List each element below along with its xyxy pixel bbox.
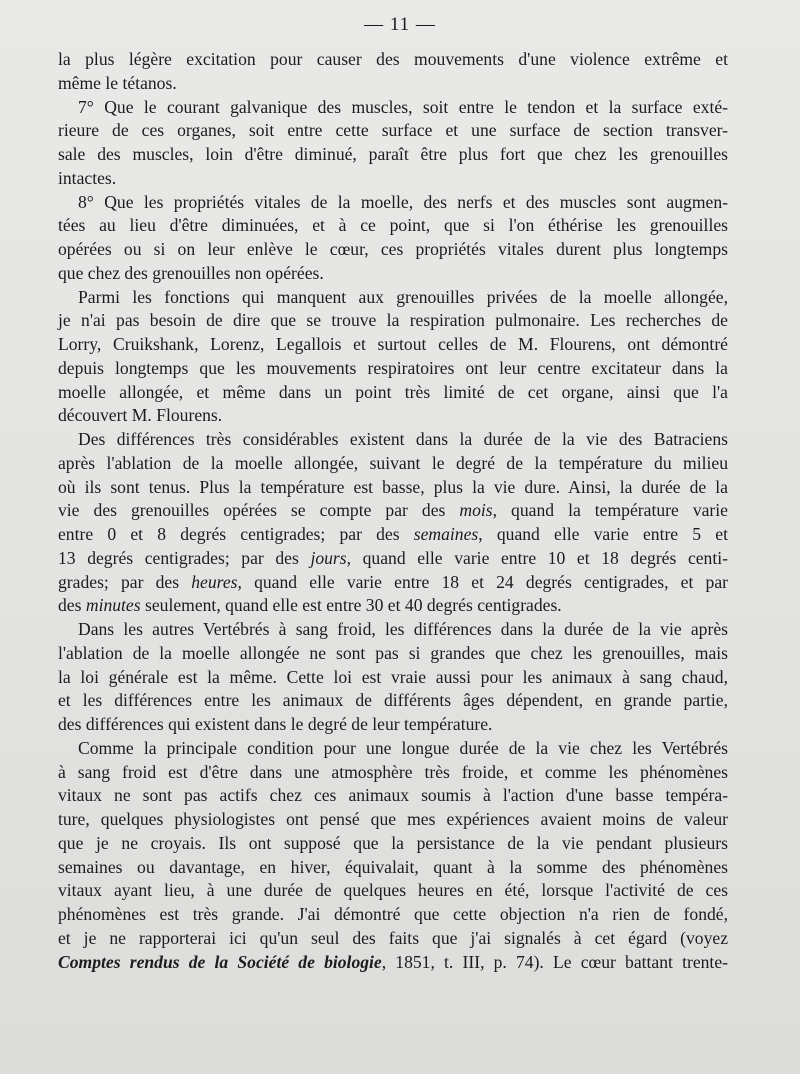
text-segment: 13 degrés centigrades; par des: [58, 547, 311, 568]
text-line: ture, quelques physiologistes ont pensé que mes expériences avaient moins de valeur: [58, 809, 728, 829]
text-line: l'ablation de la moelle allongée ne sont pas si grandes que chez les grenouilles, mais: [58, 642, 728, 663]
citation-title: Comptes rendus de la Société de biologie: [58, 951, 382, 972]
text-line: semaines ou davantage, en hiver, équivalait, quant à la somme des phénomènes: [58, 856, 728, 877]
text-line: opérées ou si on leur enlève le cœur, ces propriétés vitales durent plus longtemps: [58, 239, 728, 259]
text-line: [58, 547, 728, 571]
text-segment: , 1851, t. III, p. 74). Le cœur battant trente-: [381, 951, 728, 972]
text-line: des différences qui existent dans le degré de leur température.: [58, 714, 493, 734]
text-segment: , quand elle varie entre 18 et 24 degrés centigrades, et par: [237, 571, 729, 592]
text-line: phénomènes est très grande. J'ai démontré que cette objection n'a rien de fondé,: [58, 904, 728, 924]
text-line: que je ne croyais. Ils ont supposé que la persistance de la vie pendant plusieurs: [58, 832, 728, 853]
text-line: après l'ablation de la moelle allongée, suivant le degré de la température du milieu: [58, 452, 728, 473]
text-segment: des: [58, 595, 86, 616]
text-segment: , quand la température varie: [492, 500, 728, 521]
text-line: [58, 523, 728, 547]
text-line: même le tétanos.: [58, 72, 177, 93]
text-line: que chez des grenouilles non opérées.: [58, 262, 324, 283]
text-segment: grades; par des: [58, 571, 192, 592]
text-line: vitaux ne sont pas actifs chez ces animaux soumis à l'action d'une basse tempéra-: [58, 785, 728, 806]
text-line: sale des muscles, loin d'être diminué, paraît être plus fort que chez les grenouilles: [58, 144, 728, 164]
text-segment: entre 0 et 8 degrés centigrades; par des: [58, 524, 414, 544]
text-line: Dans les autres Vertébrés à sang froid, les différences dans la durée de la vie après: [78, 619, 728, 639]
text-line: je n'ai pas besoin de dire que se trouve la respiration pulmonaire. Les recherches de: [58, 310, 728, 331]
text-line: Comme la principale condition pour une longue durée de la vie chez les Vertébrés: [78, 737, 728, 758]
text-line: moelle allongée, et même dans un point très limité de cet organe, ainsi que l'a: [58, 381, 728, 402]
page-number: — 11 —: [364, 14, 436, 35]
emphasis-text: semaines: [413, 524, 479, 544]
text-line: Lorry, Cruikshank, Lorenz, Legallois et surtout celles de M. Flourens, ont démontré: [58, 334, 728, 354]
text-line: Des différences très considérables existent dans la durée de la vie des Batraciens: [78, 429, 728, 449]
text-line: et je ne rapporterai ici qu'un seul des faits que j'ai signalés à cet égard (voyez: [58, 927, 728, 948]
emphasis-text: heures: [191, 571, 238, 592]
text-line: et les différences entre les animaux de différents âges dépendent, en grande partie,: [58, 690, 728, 711]
text-segment: , quand elle varie entre 10 et 18 degrés centi-: [346, 547, 728, 568]
text-line: tées au lieu d'être diminuées, et à ce point, que si l'on éthérise les grenouilles: [58, 215, 728, 236]
text-segment: seulement, quand elle est entre 30 et 40 degrés centigrades.: [140, 595, 562, 616]
text-line: découvert M. Flourens.: [58, 405, 223, 426]
text-line: la plus légère excitation pour causer des mouvements d'une violence extrême et: [58, 49, 728, 69]
text-line: la loi générale est la même. Cette loi est vraie aussi pour les animaux à sang chaud,: [58, 666, 728, 687]
emphasis-text: jours: [310, 547, 347, 568]
text-line: à sang froid est d'être dans une atmosphère très froide, et comme les phénomènes: [58, 761, 728, 782]
text-line: intactes.: [58, 167, 117, 188]
text-line: 7° Que le courant galvanique des muscles, soit entre le tendon et la surface exté-: [78, 96, 728, 117]
emphasis-text: minutes: [85, 595, 141, 616]
text-line: vitaux ayant lieu, à une durée de quelques heures en été, lorsque l'activité de ces: [58, 880, 728, 901]
emphasis-text: mois: [459, 500, 493, 521]
text-line: Parmi les fonctions qui manquent aux grenouilles privées de la moelle allongée,: [78, 286, 728, 307]
text-segment: , quand elle varie entre 5 et: [478, 524, 728, 544]
text-line: [58, 499, 728, 523]
text-line: 8° Que les propriétés vitales de la moelle, des nerfs et des muscles sont augmen-: [78, 191, 728, 212]
text-line: [58, 571, 728, 595]
text-line: rieure de ces organes, soit entre cette surface et une surface de section transver-: [58, 120, 728, 141]
text-line: [58, 594, 728, 618]
body-text: [58, 48, 728, 974]
text-line: où ils sont tenus. Plus la température est basse, plus la vie dure. Ainsi, la durée de la: [58, 476, 728, 497]
text-line: [58, 951, 728, 975]
text-line: depuis longtemps que les mouvements respiratoires ont leur centre excitateur dans la: [58, 357, 728, 378]
text-segment: vie des grenouilles opérées se compte par des: [58, 500, 460, 521]
